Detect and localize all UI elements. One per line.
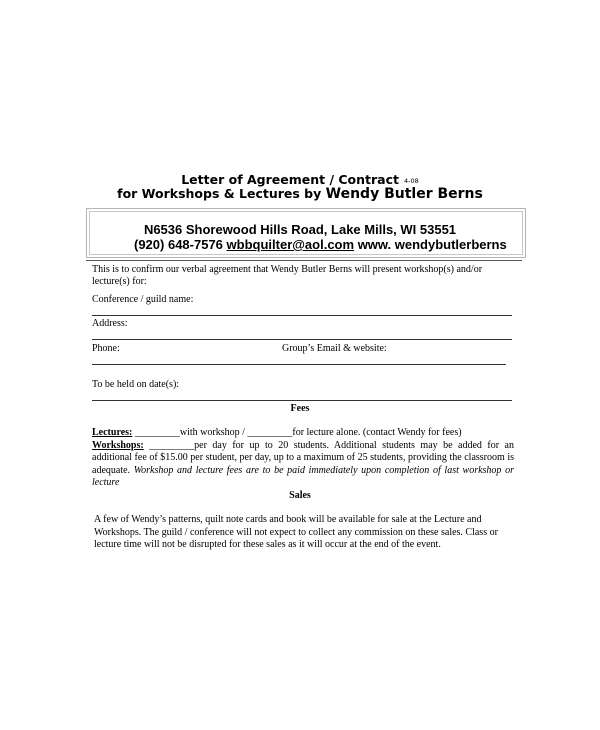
fees-heading: Fees <box>290 403 310 414</box>
lectures-text: _________with workshop / _________for lecture alone. (contact Wendy for fees) <box>132 427 462 438</box>
sales-text: A few of Wendy’s patterns, quilt note cards and book will be available for sale at the Lecture and Workshops. The guild / conference will not expect to collect any commission on these sales. Class or lecture time will not be disrupted for these sales as it will occur at the end of the event. <box>94 514 498 550</box>
workshops-paragraph <box>92 440 514 490</box>
contact-phone: (920) 648-7576 <box>134 237 223 252</box>
address-label: Address: <box>92 318 128 329</box>
intro-line-1: This is to confirm our verbal agreement that Wendy Butler Berns will present workshop(s) and/or <box>92 264 483 275</box>
email-website-label: Group’s Email & website: <box>282 343 387 354</box>
payment-terms: Workshop and lecture fees are to be paid immediately upon completion of last workshop or lecture <box>92 464 514 488</box>
section-divider <box>86 260 522 261</box>
author-name: Wendy Butler Berns <box>325 186 483 202</box>
sales-heading: Sales <box>289 490 311 501</box>
contact-email[interactable]: wbbquilter@aol.com <box>226 237 355 252</box>
lectures-label: Lectures: <box>92 427 133 438</box>
conference-label: Conference / guild name: <box>92 294 194 305</box>
lectures-line <box>92 427 514 440</box>
dates-input-line[interactable] <box>92 400 512 401</box>
workshops-text: _________per day for up to 20 students. Additional students may be added for an additional fee of $15.00 per student, per day, up to a maximum of 25 students, providing the classroom is adequate. <box>92 439 514 476</box>
contact-line <box>134 237 507 252</box>
address-input-line[interactable] <box>92 339 512 340</box>
dates-label: To be held on date(s): <box>92 379 180 390</box>
workshops-label: Workshops: <box>92 439 144 451</box>
contact-address: N6536 Shorewood Hills Road, Lake Mills, WI 53551 <box>143 222 457 237</box>
conference-input-line[interactable] <box>92 315 512 316</box>
document-subtitle <box>0 186 600 202</box>
document-title <box>0 172 600 187</box>
version-code: 4-08 <box>404 177 419 185</box>
subtitle-prefix: for Workshops & Lectures by <box>117 186 322 201</box>
phone-label: Phone: <box>92 343 120 354</box>
intro-line-2: lecture(s) for: <box>92 276 147 287</box>
title-text: Letter of Agreement / Contract <box>181 172 399 187</box>
phone-email-input-line[interactable] <box>92 364 506 365</box>
contact-website[interactable]: www. wendybutlerberns <box>357 237 507 252</box>
fees-block <box>92 427 514 490</box>
